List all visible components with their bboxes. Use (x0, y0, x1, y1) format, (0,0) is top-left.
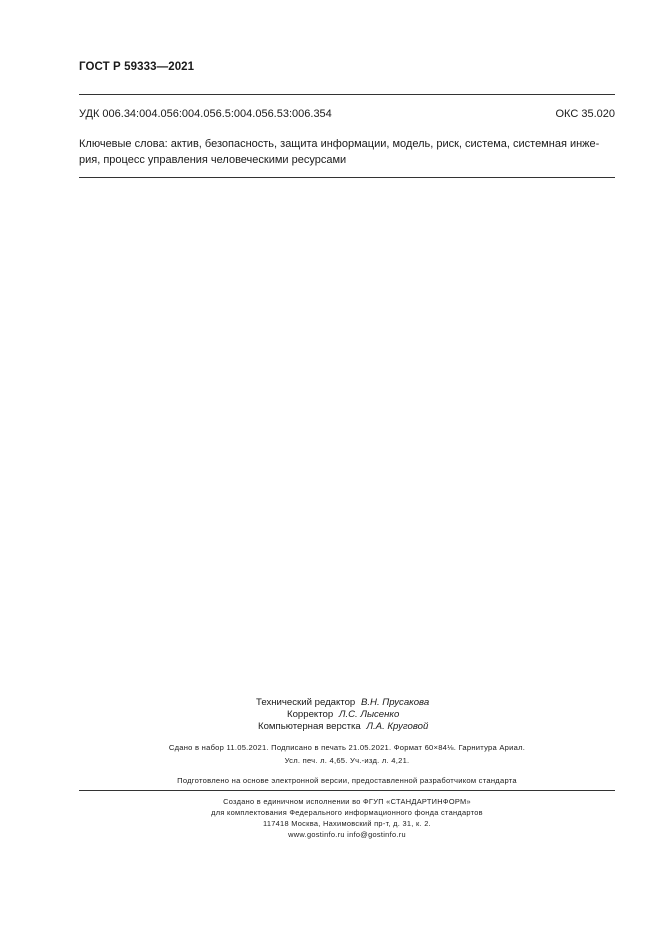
prepared-note: Подготовлено на основе электронной версии, предоставленной разработчиком стандарта (177, 776, 517, 785)
header-divider (79, 94, 615, 95)
keywords-block (79, 136, 615, 168)
print-info-line-1: Сдано в набор 11.05.2021. Подписано в печать 21.05.2021. Формат 60×84⅛. Гарнитура Ариал. (168, 743, 526, 752)
publisher-line-1: Создано в единичном исполнении во ФГУП «СТАНДАРТИНФОРМ» (223, 797, 471, 806)
publisher-line-3: 117418 Москва, Нахимовский пр-т, д. 31, к. 2. (262, 819, 432, 828)
print-info-line-2: Усл. печ. л. 4,65. Уч.-изд. л. 4,21. (284, 756, 410, 765)
keywords-line-1: Ключевые слова: актив, безопасность, защита информации, модель, риск, система, системная инже- (79, 138, 600, 150)
tech-editor-credit (256, 697, 429, 708)
corrector-name: Л.С. Лысенко (338, 709, 400, 720)
document-code: ГОСТ Р 59333—2021 (79, 61, 195, 73)
corrector-credit (287, 709, 399, 720)
tech-editor-role: Технический редактор (256, 697, 356, 708)
publisher-contacts: www.gostinfo.ru info@gostinfo.ru (288, 830, 406, 839)
oks-code: ОКС 35.020 (555, 108, 615, 120)
layout-role: Компьютерная верстка (258, 721, 361, 732)
udk-code: УДК 006.34:004.056:004.056.5:004.056.53:006.354 (79, 108, 332, 120)
keywords-divider (79, 177, 615, 178)
publisher-line-2: для комплектования Федерального информационного фонда стандартов (211, 808, 483, 817)
keywords-line-2: рия, процесс управления человеческими ресурсами (79, 154, 347, 166)
corrector-role: Корректор (287, 709, 334, 720)
footer-divider (79, 790, 615, 791)
tech-editor-name: В.Н. Прусакова (360, 697, 430, 708)
layout-name: Л.А. Круговой (366, 721, 429, 732)
layout-credit (258, 721, 428, 732)
